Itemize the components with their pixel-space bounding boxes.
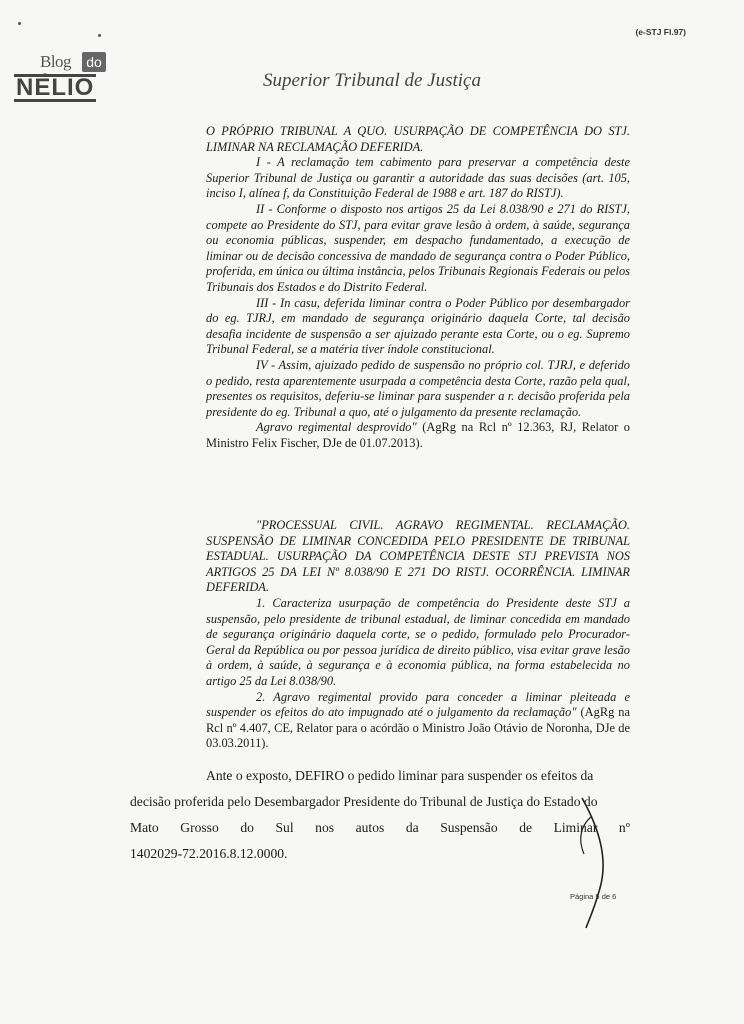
quoted-precedent-2: [206, 518, 630, 752]
logo-nelio-text: NÉLIO: [16, 74, 95, 101]
conclusion-word: Grosso: [180, 820, 219, 835]
conclusion-word: nº: [618, 820, 630, 835]
precedent-2-citation: (AgRg na Rcl nº 4.407, CE, Relator para o acórdão o Ministro João Otávio de Noronha, DJe de 03.03.2011).: [206, 705, 630, 751]
precedent-2-outcome: [206, 690, 630, 752]
page-number: Página 5 de 6: [570, 892, 617, 901]
court-letterhead: Superior Tribunal de Justiça: [263, 70, 481, 91]
logo-blog-text: Blog: [40, 52, 72, 71]
precedent-1-item-iii: III - In casu, deferida liminar contra o Poder Público por desembargador do eg. TJRJ, em mandado de segurança originário daquela Corte, tal decisão desafia incidente de suspensão a ser ajuizado perante esta Corte, ou o eg. Supremo Tribunal Federal, se a matéria tiver índole constitucional.: [206, 295, 630, 357]
scan-speck: [18, 22, 21, 25]
precedent-1-item-iv: IV - Assim, ajuizado pedido de suspensão no próprio col. TJRJ, e deferido o pedido, resta aparentemente usurpada a competência desta Corte, razão pela qual, presentes os requisitos, deferiu-se liminar para suspender a r. decisão proferida pela presidente do eg. Tribunal a quo, até o julgamento da presente reclamação.: [206, 357, 630, 419]
quoted-precedent-1: [206, 124, 630, 451]
precedent-1-heading: O PRÓPRIO TRIBUNAL A QUO. USURPAÇÃO DE COMPETÊNCIA DO STJ. LIMINAR NA RECLAMAÇÃO DEFERIDA.: [206, 124, 630, 154]
precedent-2-heading: "PROCESSUAL CIVIL. AGRAVO REGIMENTAL. RECLAMAÇÃO. SUSPENSÃO DE LIMINAR CONCEDIDA PELO PRESIDENTE DE TRIBUNAL ESTADUAL. USURPAÇÃO DA COMPETÊNCIA DESTE STJ PREVISTA NOS ARTIGOS 25 DA LEI Nº 8.038/90 E 271 DO RISTJ. OCORRÊNCIA. LIMINAR DEFERIDA.: [206, 518, 630, 595]
electronic-folio-stamp: (e-STJ Fl.97): [635, 27, 686, 37]
handwritten-signature: [570, 790, 620, 930]
case-number: 1402029-72.2016.8.12.0000.: [130, 846, 288, 861]
precedent-2-outcome-text: 2. Agravo regimental provido para conceder a liminar pleiteada e suspender os efeitos do ato impugnado até o julgamento da reclamação": [206, 689, 630, 720]
conclusion-line-2: decisão proferida pelo Desembargador Presidente do Tribunal de Justiça do Estado do: [130, 794, 598, 809]
conclusion-word: Liminar: [553, 820, 598, 835]
conclusion-line-1: Ante o exposto, DEFIRO o pedido liminar para suspender os efeitos da: [206, 768, 594, 783]
precedent-1-item-i: I - A reclamação tem cabimento para preservar a competência deste Superior Tribunal de Justiça ou garantir a autoridade das suas decisões (art. 105, inciso I, alínea f, da Constituição Federal de 1988 e art. 187 do RISTJ).: [206, 155, 630, 201]
conclusion-word: do: [240, 820, 254, 835]
conclusion-word: da: [405, 820, 419, 835]
precedent-1-outcome-text: Agravo regimental desprovido": [256, 420, 417, 435]
conclusion-word: autos: [355, 820, 385, 835]
precedent-1-item-ii: II - Conforme o disposto nos artigos 25 da Lei 8.038/90 e 271 do RISTJ, compete ao Presidente do STJ, para evitar grave lesão à ordem, à saúde, segurança ou economia públicas, suspender, em despacho fundamentado, a execução de liminar ou de decisão concessiva de mandado de segurança contra o Poder Público, proferida, em única ou última instância, pelos Tribunais Regionais Federais ou pelos Tribunais dos Estados e do Distrito Federal.: [206, 201, 630, 294]
logo-do-text: do: [82, 52, 106, 72]
conclusion-word: Sul: [275, 820, 294, 835]
conclusion-word: de: [519, 820, 533, 835]
precedent-1-outcome: [206, 420, 630, 451]
decision-conclusion: [130, 763, 630, 867]
precedent-1-citation: (AgRg na Rcl nº 12.363, RJ, Relator o Ministro Felix Fischer, DJe de 01.07.2013).: [206, 420, 630, 450]
conclusion-line-3: [130, 815, 630, 841]
conclusion-word: Suspensão: [440, 820, 498, 835]
conclusion-word: Mato: [130, 820, 159, 835]
precedent-2-item-1: 1. Caracteriza usurpação de competência do Presidente deste STJ a suspensão, pelo presidente de tribunal estadual, de liminar concedida em mandado de segurança originário daquela corte, se o pedido, formulado pelo Procurador-Geral da República ou por pessoa jurídica de direito público, visa evitar grave lesão à ordem, à saúde, à segurança e à economia pública, na forma estabelecida no artigo 25 da Lei 8.038/90.: [206, 595, 630, 688]
scan-speck: [98, 34, 101, 37]
conclusion-word: nos: [315, 820, 335, 835]
